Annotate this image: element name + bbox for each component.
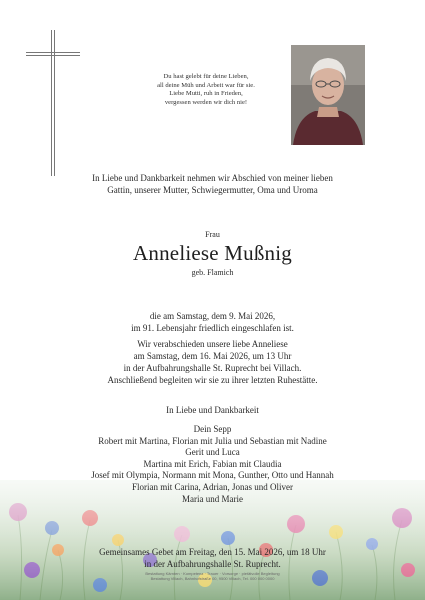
death-notice-line: im 91. Lebensjahr friedlich eingeschlafen ist. [131, 323, 294, 333]
death-notice-line: die am Samstag, dem 9. Mai 2026, [149, 311, 276, 321]
funeral-line: Anschließend begleiten wir sie zu ihrer letzten Ruhestätte. [107, 375, 318, 385]
prayer-notice [0, 546, 425, 570]
intro-line: In Liebe und Dankbarkeit nehmen wir Abschied von meiner lieben [92, 173, 333, 183]
family-line: Robert mit Martina, Florian mit Julia und Sebastian mit Nadine [98, 435, 327, 446]
poem-line: Liebe Mutti, ruh in Frieden, [169, 90, 243, 98]
funeral-home-footer [0, 571, 425, 581]
family-line: Gerit und Luca [185, 447, 240, 458]
funeral-line: am Samstag, dem 16. Mai 2026, um 13 Uhr [133, 351, 292, 361]
funeral-details [0, 338, 425, 386]
family-line: Josef mit Olympia, Normann mit Mona, Gunther, Otto und Hannah [91, 470, 334, 481]
family-line: Florian mit Carina, Adrian, Jonas und Oliver [132, 481, 293, 492]
poem-line: Du hast gelebt für deine Lieben, [163, 73, 249, 80]
poem-line: vergessen werden wir dich nie! [164, 98, 248, 106]
prayer-line: Gemeinsames Gebet am Freitag, den 15. Mai 2026, um 18 Uhr [99, 547, 326, 557]
poem-line: all deine Müh und Arbeit war für sie. [157, 81, 255, 89]
memorial-poem [128, 73, 284, 107]
family-line: Maria und Marie [182, 493, 243, 504]
prayer-line: in der Aufbahrungshalle St. Ruprecht. [144, 559, 281, 569]
maiden-name: geb. Flamich [191, 268, 234, 277]
funeral-line: in der Aufbahrungshalle St. Ruprecht bei Villach. [123, 363, 302, 373]
family-line: Dein Sepp [193, 424, 232, 434]
gratitude-heading: In Liebe und Dankbarkeit [166, 405, 259, 415]
portrait-image [291, 45, 365, 145]
family-list [0, 424, 425, 505]
deceased-name: Anneliese Mußnig [133, 241, 292, 265]
portrait-photo [291, 45, 365, 145]
family-line: Martina mit Erich, Fabian mit Claudia [143, 458, 282, 469]
farewell-intro [0, 172, 425, 196]
footer-line: Bestattung Villach, Bahnhofstraße 00, 9500 Villach, Tel. 000 000 0000 [150, 576, 275, 581]
footer-line: Bestattung Kärnten · Kompetenz · Trauer · Vorsorge · pietätvolle Begleitung [145, 571, 280, 576]
death-notice [0, 310, 425, 334]
intro-line: Gattin, unserer Mutter, Schwiegermutter, Oma und Uroma [107, 185, 318, 195]
cross-horizontal-beam [26, 52, 80, 56]
funeral-line: Wir verabschieden unsere liebe Anneliese [137, 339, 288, 349]
deceased-title: Frau [205, 230, 220, 239]
